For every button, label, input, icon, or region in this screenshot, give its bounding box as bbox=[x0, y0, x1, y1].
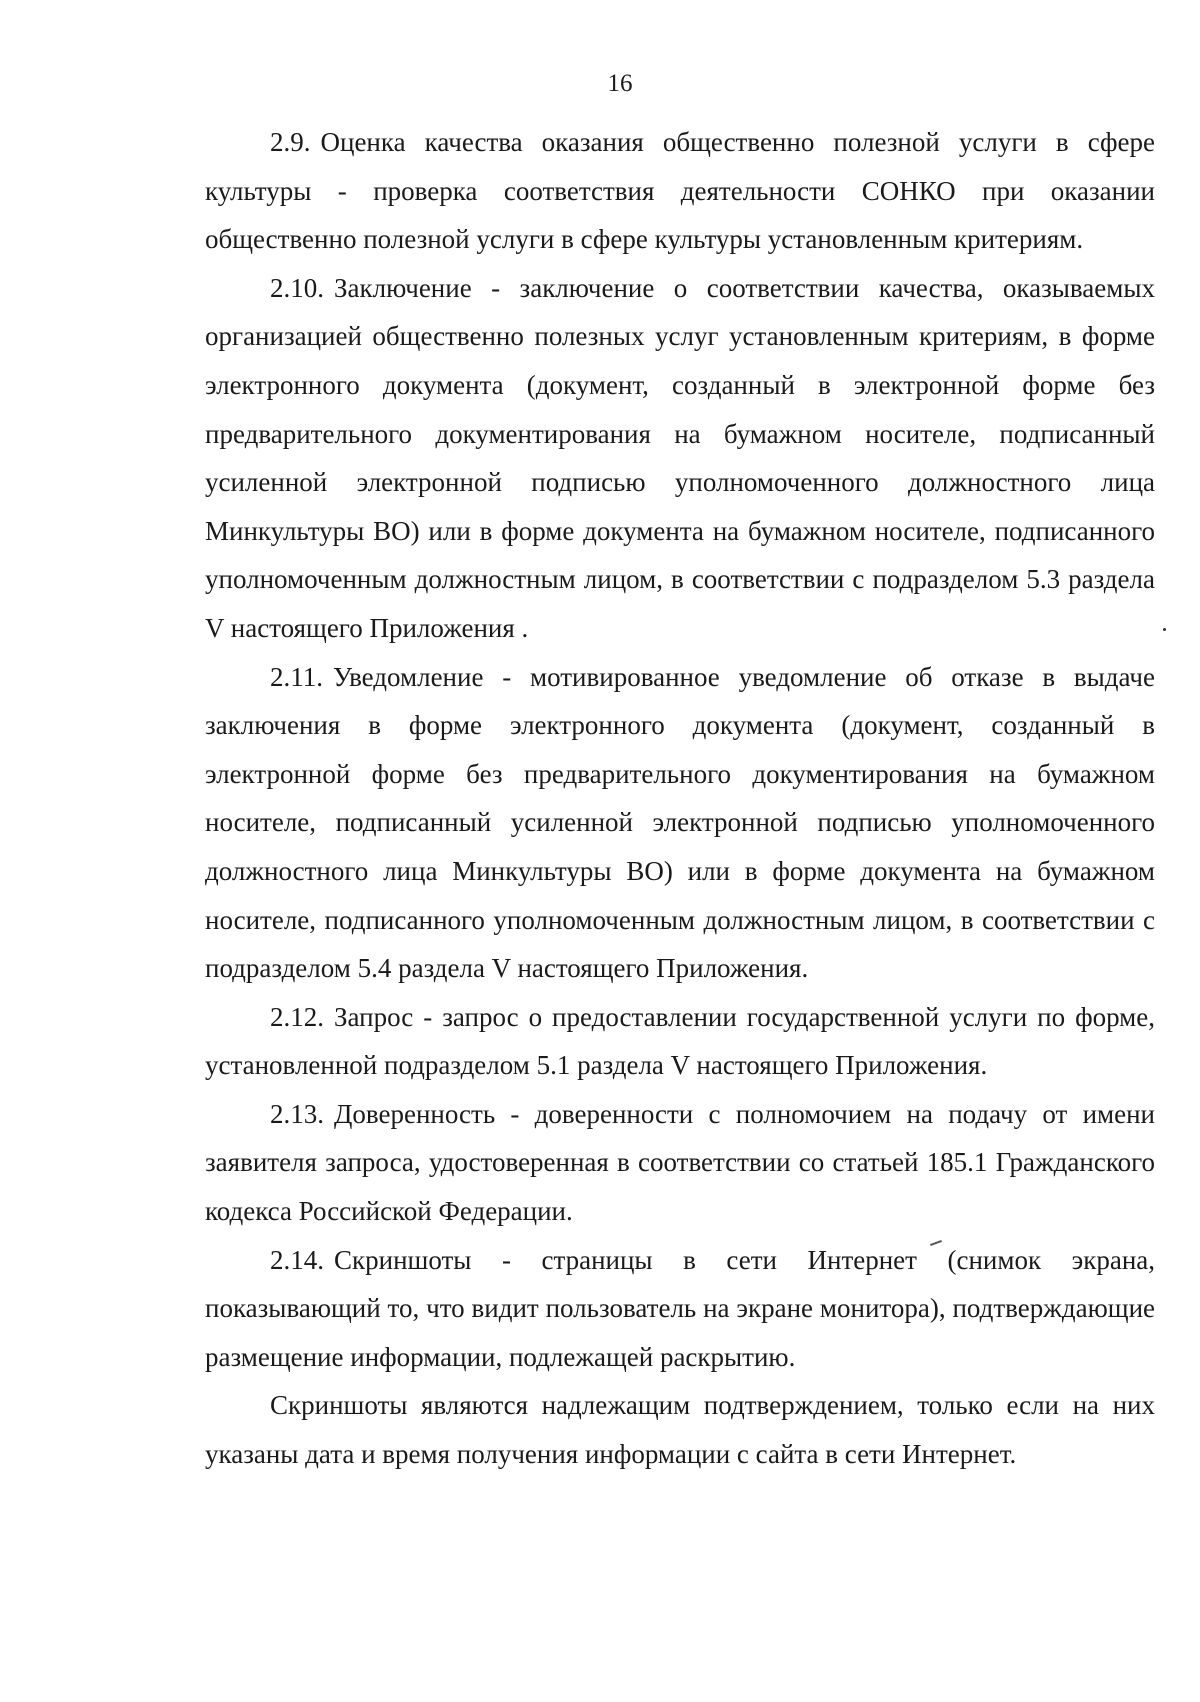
paragraph-text: Уведомление - мотивированное уведомление об отказе в выдаче заключения в форме электронного документа (документ, созданный в электронной форме без предварительного документирования на бумажном носителе, подписанный усиленной электронной подписью уполномоченного должностного лица Минкультуры ВО) или в форме документа на бумажном носителе, подписанного уполномоченным должностным лицом, в соответствии с подразделом 5.4 раздела V настоящего Приложения. bbox=[205, 661, 1155, 984]
paragraph-text: Доверенность - доверенности с полномочием на подачу от имени заявителя запроса, удостоверенная в соответствии со статьей 185.1 Гражданского кодекса Российской Федерации. bbox=[205, 1098, 1155, 1227]
paragraph-text: Скриншоты - страницы в сети Интернет (снимок экрана, показывающий то, что видит пользователь на экране монитора), подтверждающие размещение информации, подлежащей раскрытию. bbox=[205, 1244, 1155, 1372]
paragraph-number: 2.11. bbox=[270, 661, 323, 692]
paragraph-number: 2.9. bbox=[270, 127, 311, 157]
paragraph-2-14 bbox=[205, 1236, 1155, 1382]
paragraph-number: 2.13. bbox=[270, 1098, 324, 1129]
paragraph-2-10 bbox=[205, 264, 1155, 653]
page-number: 16 bbox=[607, 70, 633, 97]
paragraph-2-12 bbox=[205, 993, 1155, 1090]
paragraph-2-11 bbox=[205, 653, 1155, 993]
paragraph-text: Оценка качества оказания общественно полезной услуги в сфере культуры - проверка соответствия деятельности СОНКО при оказании общественно полезной услуги в сфере культуры установленным критериям. bbox=[205, 127, 1155, 255]
paragraph-text: Скриншоты являются надлежащим подтверждением, только если на них указаны дата и время получения информации с сайта в сети Интернет. bbox=[205, 1390, 1155, 1470]
paragraph-number: 2.10. bbox=[270, 272, 324, 303]
paragraph-2-13 bbox=[205, 1090, 1155, 1236]
paragraph-text: Заключение - заключение о соответствии качества, оказываемых организацией общественно полезных услуг установленным критериям, в форме электронного документа (документ, созданный в электронной форме без предварительного документирования на бумажном носителе, подписанный усиленной электронной подписью уполномоченного должностного лица Минкультуры ВО) или в форме документа на бумажном носителе, подписанного уполномоченным должностным лицом, в соответствии с подразделом 5.3 раздела V настоящего Приложения . bbox=[205, 272, 1155, 643]
paragraph-number: 2.14. bbox=[270, 1244, 324, 1275]
document-body bbox=[205, 118, 1155, 1479]
scan-speck bbox=[1163, 628, 1166, 631]
paragraph-screenshots-note bbox=[205, 1381, 1155, 1478]
paragraph-text: Запрос - запрос о предоставлении государственной услуги по форме, установленной подразделом 5.1 раздела V настоящего Приложения. bbox=[205, 1001, 1155, 1081]
paragraph-2-9 bbox=[205, 118, 1155, 264]
paragraph-number: 2.12. bbox=[270, 1001, 324, 1032]
